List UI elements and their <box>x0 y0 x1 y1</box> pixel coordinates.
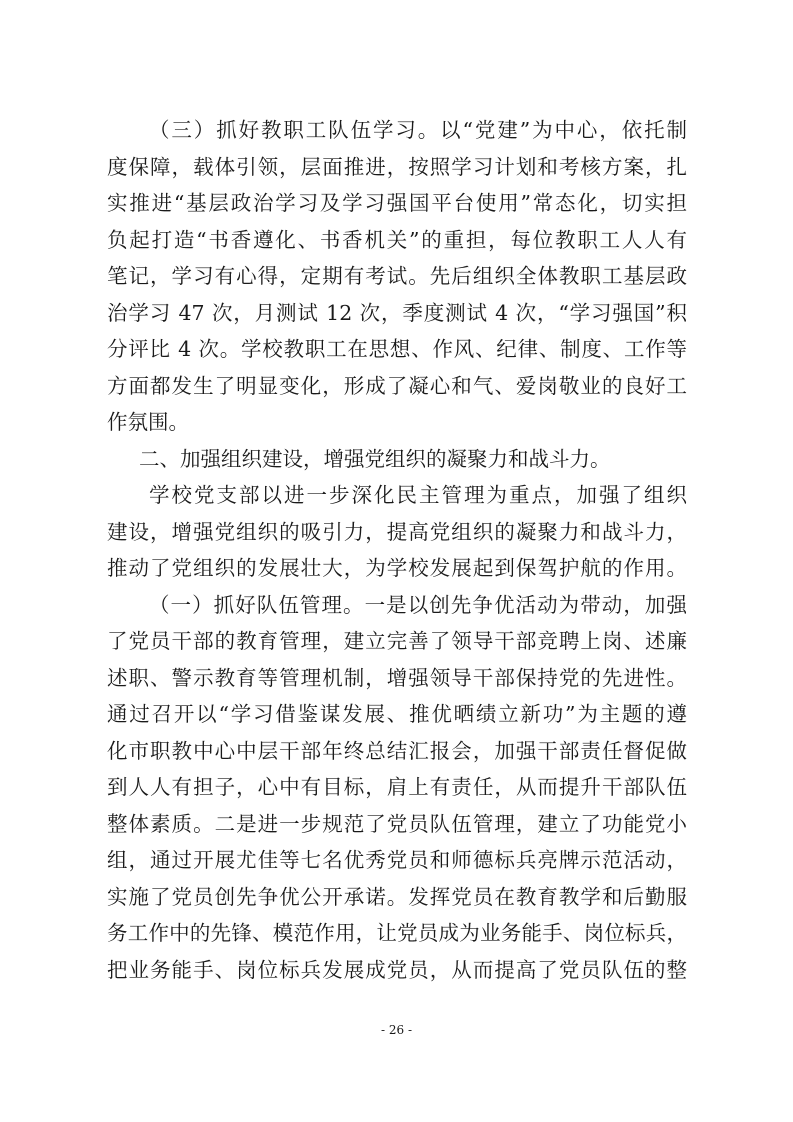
section-heading: 二、加强组织建设，增强党组织的凝聚力和战斗力。 <box>139 446 611 471</box>
body-text <box>107 112 687 988</box>
paragraph-line: 作氛围。 <box>107 410 189 434</box>
paragraph-line: 化市职教中心中层干部年终总结汇报会，加强干部责任督促做 <box>107 738 687 763</box>
paragraph-line: 了党员干部的教育管理，建立完善了领导干部竞聘上岗、述廉 <box>107 629 687 653</box>
paragraph-line: 建设，增强党组织的吸引力，提高党组织的凝聚力和战斗力， <box>107 519 687 544</box>
page-number: - 26 - <box>380 1023 412 1037</box>
paragraph-line: 治学习 47 次，月测试 12 次，季度测试 4 次，“学习强国”积 <box>107 300 687 325</box>
paragraph-line: （一）抓好队伍管理。一是以创先争优活动为带动，加强 <box>149 592 687 617</box>
paragraph-line: 学校党支部以进一步深化民主管理为重点，加强了组织 <box>149 483 687 507</box>
paragraph-line: 度保障，载体引领，层面推进，按照学习计划和考核方案，扎 <box>107 154 687 179</box>
paragraph-line: 方面都发生了明显变化，形成了凝心和气、爱岗敬业的良好工 <box>107 373 687 398</box>
paragraph-line: 实推进“基层政治学习及学习强国平台使用”常态化，切实担 <box>107 191 687 215</box>
paragraph-line: 实施了党员创先争优公开承诺。发挥党员在教育教学和后勤服 <box>107 884 687 909</box>
paragraph-line: 推动了党组织的发展壮大，为学校发展起到保驾护航的作用。 <box>107 556 687 580</box>
paragraph-line: 分评比 4 次。学校教职工在思想、作风、纪律、制度、工作等 <box>107 337 687 361</box>
paragraph-line: 把业务能手、岗位标兵发展成党员，从而提高了党员队伍的整 <box>107 957 687 982</box>
paragraph-line: 笔记，学习有心得，定期有考试。先后组织全体教职工基层政 <box>107 264 687 288</box>
paragraph-line: （三）抓好教职工队伍学习。以“党建”为中心，依托制 <box>149 118 687 142</box>
paragraph-line: 务工作中的先锋、模范作用，让党员成为业务能手、岗位标兵， <box>107 921 687 945</box>
paragraph-line: 到人人有担子，心中有目标，肩上有责任，从而提升干部队伍 <box>107 775 687 799</box>
paragraph-line: 述职、警示教育等管理机制，增强领导干部保持党的先进性。 <box>107 665 687 690</box>
paragraph-line: 组，通过开展尤佳等七名优秀党员和师德标兵亮牌示范活动， <box>107 848 687 872</box>
paragraph-line: 通过召开以“学习借鉴谋发展、推优晒绩立新功”为主题的遵 <box>107 702 687 726</box>
paragraph-line: 负起打造“书香遵化、书香机关”的重担，每位教职工人人有 <box>107 227 687 252</box>
paragraph-line: 整体素质。二是进一步规范了党员队伍管理，建立了功能党小 <box>107 811 687 836</box>
